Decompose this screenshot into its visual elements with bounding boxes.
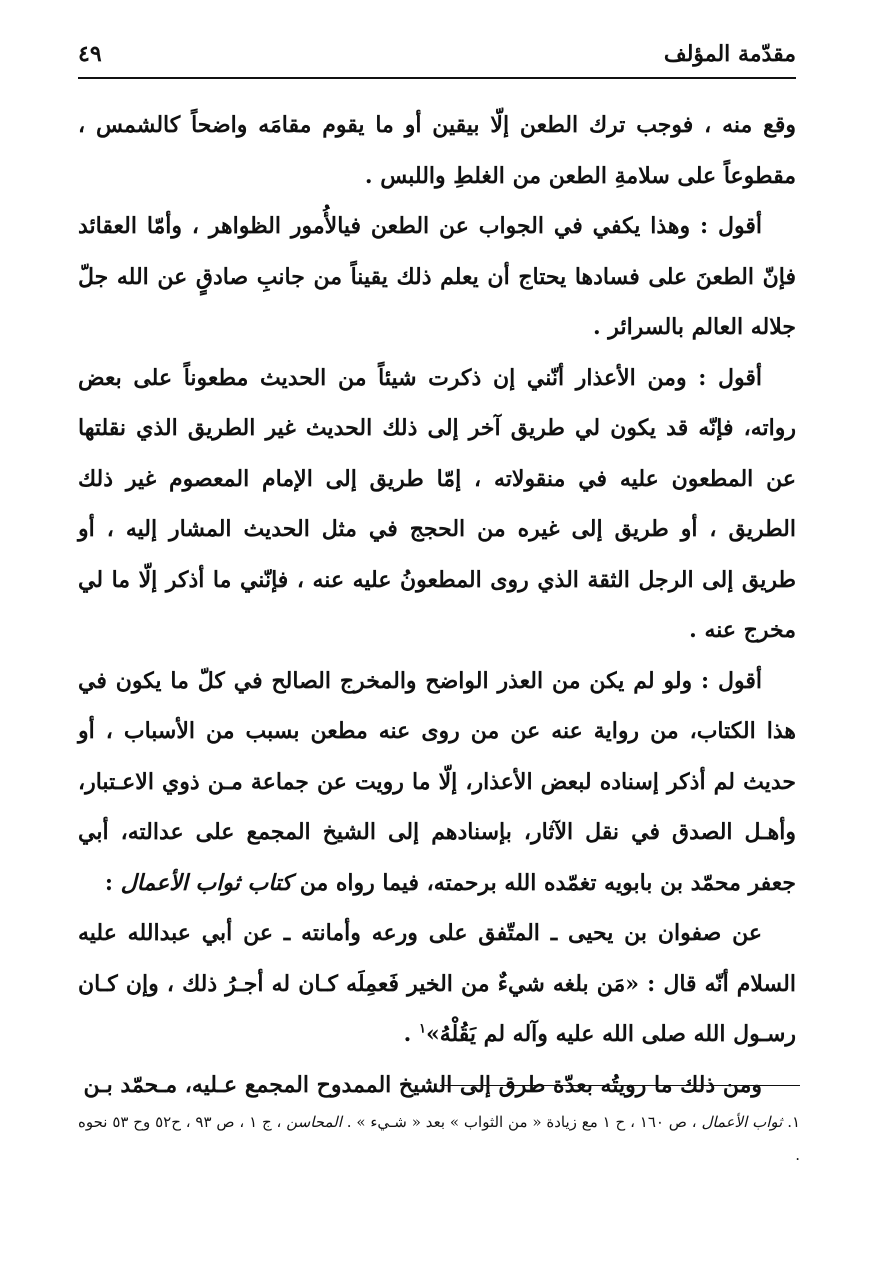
page-number: ٤٩ bbox=[78, 41, 102, 67]
paragraph-end: . bbox=[403, 1021, 419, 1047]
main-text bbox=[78, 100, 796, 1110]
paragraph bbox=[78, 656, 796, 909]
paragraph bbox=[78, 100, 796, 201]
footnote-number: ١. bbox=[787, 1113, 801, 1131]
paragraph bbox=[78, 353, 796, 656]
paragraph-text: أقول : وهذا يكفي في الجواب عن الطعن فيالأُمور الظواهر ، وأمّا العقائد فإنّ الطعنَ على فسادها يحتاج أن يعلم ذلك يقيناً من جانبِ صادقٍ عن الله جلّ جلاله العالم بالسرائر . bbox=[78, 213, 796, 340]
footnote-book-title: ثواب الأعمال bbox=[701, 1113, 783, 1131]
footnote-part: ، ص ١٦٠ ، ح ١ مع زيادة « من الثواب » بعد « شـيء » . bbox=[341, 1113, 702, 1131]
footnote-ref: ١ bbox=[418, 1021, 426, 1037]
footnote-rule bbox=[440, 1085, 800, 1086]
paragraph-end: : bbox=[104, 869, 121, 896]
paragraph-text: أقول : ولو لم يكن من العذر الواضح والمخرج الصالح في كلّ ما يكون في هذا الكتاب، من رواية عنه عن من روى عنه مطعن بسبب من الأسباب ، أو حديث لم أذكر إسناده لبعض الأعذار، إلّا ما رويت عن جماعة مـن ذوي الاعـتبار، وأهـل الصدق في نقل الآثار، بإسنادهم إلى الشيخ المجمع على عدالته، أبي جعفر محمّد بن بابويه تغمّده الله برحمته، فيما رواه من bbox=[78, 667, 796, 896]
paragraph bbox=[78, 908, 796, 1060]
paragraph bbox=[78, 201, 796, 353]
footnote bbox=[78, 1106, 800, 1172]
footnote-text bbox=[78, 1106, 800, 1172]
book-title: كتاب ثواب الأعمال bbox=[120, 869, 293, 896]
paragraph-text: ومن ذلك ما رويتُه بعدّة طرق إلى الشيخ الممدوح المجمع عـليه، مـحمّد بـن bbox=[83, 1071, 762, 1098]
header-rule bbox=[78, 77, 796, 79]
paragraph-text: وقع منه ، فوجب ترك الطعن إلّا بيقين أو ما يقوم مقامَه واضحاً كالشمس ، مقطوعاً على سلامةِ الطعن من الغلطِ واللبس . bbox=[78, 112, 796, 189]
footnote-book-title: المحاسن bbox=[286, 1113, 342, 1131]
paragraph-text: عن صفوان بن يحيى ـ المتّفق على ورعه وأمانته ـ عن أبي عبدالله عليه السلام أنّه قال : «مَن بلغه شيءٌ من الخير فَعمِلَه كـان له أجـرُ ذلك ، وإن كـان رسـول الله صلى الله عليه وآله لم يَقُلْهُ» bbox=[78, 920, 796, 1047]
footnote-part: ، ج ١ ، ص ٩٣ ، ح٥٢ وح ٥٣ نحوه . bbox=[78, 1113, 800, 1164]
running-title: مقدّمة المؤلف bbox=[663, 41, 796, 67]
page-header bbox=[78, 34, 796, 74]
paragraph-text: أقول : ومن الأعذار أنّني إن ذكرت شيئاً من الحديث مطعوناً على بعض رواته، فإنّه قد يكون لي طريق آخر إلى ذلك الحديث غير الطريق الذي نقلتها عن المطعون عليه في منقولاته ، إمّا طريق إلى الإمام المعصوم غير ذلك الطريق ، أو طريق إلى غيره من الحجج في مثل الحديث المشار إليه ، أو طريق إلى الرجل الثقة الذي روى المطعونُ عليه عنه ، فإنّني ما أذكر إلّا ما لي مخرج عنه . bbox=[78, 364, 796, 643]
